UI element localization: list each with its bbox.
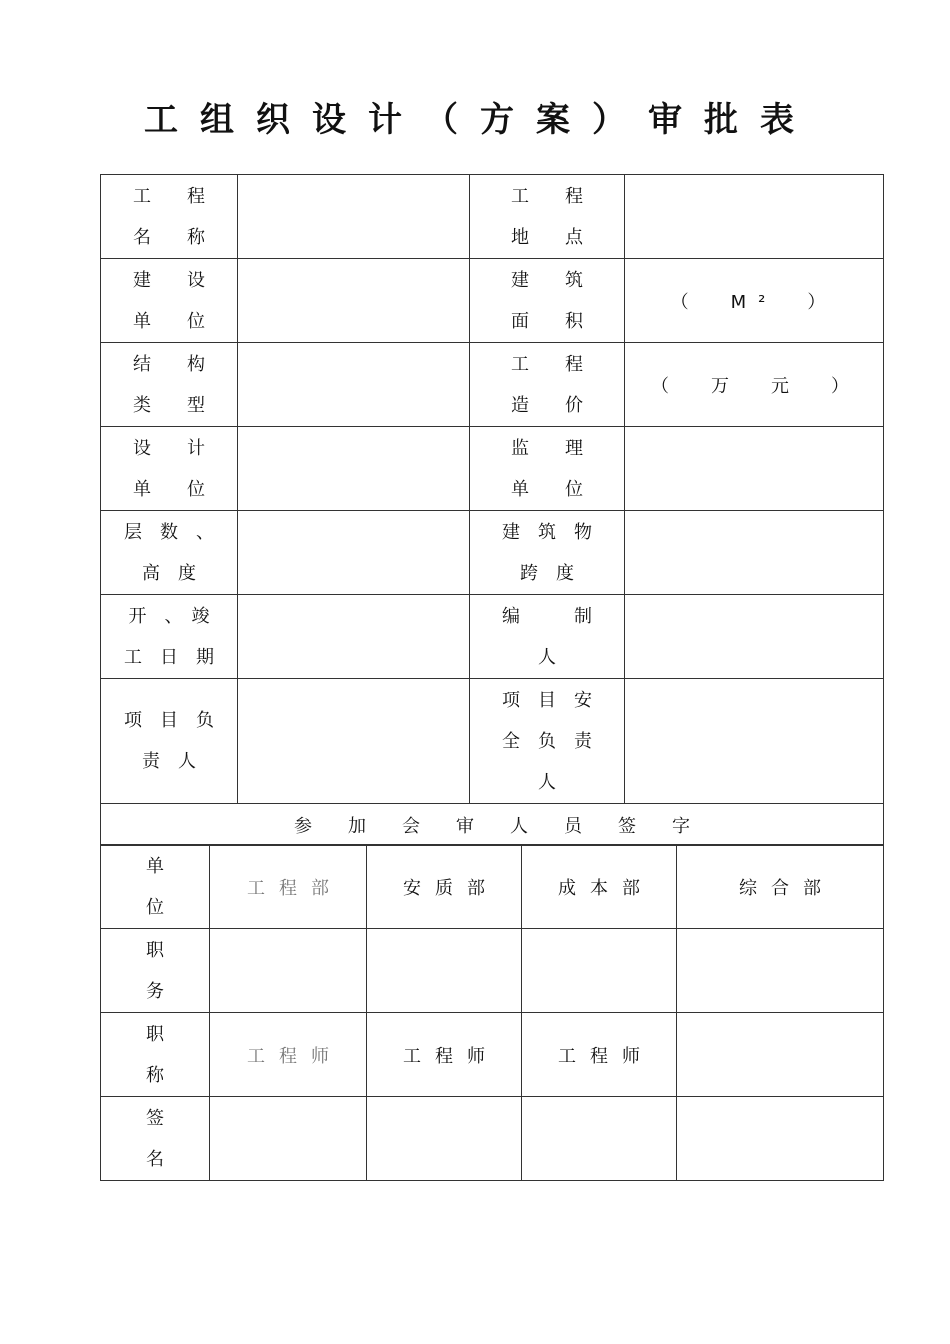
value-structure-type[interactable] [238, 343, 470, 427]
label-construction-unit: 建 设 单 位 [101, 259, 238, 343]
value-floors-height[interactable] [238, 511, 470, 595]
table-row [101, 175, 884, 259]
label-position: 职 务 [101, 929, 210, 1013]
value-construction-unit[interactable] [238, 259, 470, 343]
label-project-manager: 项 目 负 责 人 [101, 679, 238, 804]
signature-general[interactable] [677, 1097, 884, 1181]
position-safety-quality[interactable] [367, 929, 522, 1013]
label-start-end-date: 开 、 竣 工 日 期 [101, 595, 238, 679]
signature-safety-quality[interactable] [367, 1097, 522, 1181]
value-safety-manager[interactable] [625, 679, 884, 804]
value-project-manager[interactable] [238, 679, 470, 804]
table-row [101, 343, 884, 427]
value-project-location[interactable] [625, 175, 884, 259]
position-engineering[interactable] [210, 929, 367, 1013]
label-project-name: 工 程 名 称 [101, 175, 238, 259]
value-supervision-unit[interactable] [625, 427, 884, 511]
signature-engineering[interactable] [210, 1097, 367, 1181]
project-info-table [100, 174, 884, 846]
dept-cost: 成本部 [522, 845, 677, 929]
table-row [101, 1013, 884, 1097]
label-safety-manager: 项 目 安 全 负 责 人 [470, 679, 625, 804]
table-row [101, 511, 884, 595]
table-row [101, 427, 884, 511]
value-design-unit[interactable] [238, 427, 470, 511]
label-title: 职 称 [101, 1013, 210, 1097]
signature-header: 参加会审人员签字 [101, 804, 884, 846]
value-compiler[interactable] [625, 595, 884, 679]
value-building-area[interactable]: （ M² ） [625, 259, 884, 343]
value-start-end-date[interactable] [238, 595, 470, 679]
position-cost[interactable] [522, 929, 677, 1013]
label-floors-height: 层 数 、 高 度 [101, 511, 238, 595]
title-cost[interactable]: 工程师 [522, 1013, 677, 1097]
label-compiler: 编 制 人 [470, 595, 625, 679]
label-structure-type: 结 构 类 型 [101, 343, 238, 427]
label-project-cost: 工 程 造 价 [470, 343, 625, 427]
table-row [101, 804, 884, 846]
dept-safety-quality: 安质部 [367, 845, 522, 929]
review-signature-table [100, 844, 884, 1181]
table-row [101, 259, 884, 343]
label-supervision-unit: 监 理 单 位 [470, 427, 625, 511]
table-row [101, 929, 884, 1013]
label-unit: 单 位 [101, 845, 210, 929]
value-project-cost[interactable]: （ 万 元 ） [625, 343, 884, 427]
table-row [101, 595, 884, 679]
label-building-area: 建 筑 面 积 [470, 259, 625, 343]
label-signature: 签 名 [101, 1097, 210, 1181]
value-building-span[interactable] [625, 511, 884, 595]
signature-cost[interactable] [522, 1097, 677, 1181]
label-building-span: 建 筑 物 跨 度 [470, 511, 625, 595]
label-project-location: 工 程 地 点 [470, 175, 625, 259]
table-row [101, 679, 884, 804]
value-project-name[interactable] [238, 175, 470, 259]
position-general[interactable] [677, 929, 884, 1013]
dept-engineering: 工程部 [210, 845, 367, 929]
title-engineering[interactable]: 工程师 [210, 1013, 367, 1097]
page-title: 工组织设计（方案）审批表 [144, 100, 816, 140]
dept-general: 综合部 [677, 845, 884, 929]
label-design-unit: 设 计 单 位 [101, 427, 238, 511]
title-general[interactable] [677, 1013, 884, 1097]
table-row [101, 1097, 884, 1181]
table-row [101, 845, 884, 929]
title-safety-quality[interactable]: 工程师 [367, 1013, 522, 1097]
